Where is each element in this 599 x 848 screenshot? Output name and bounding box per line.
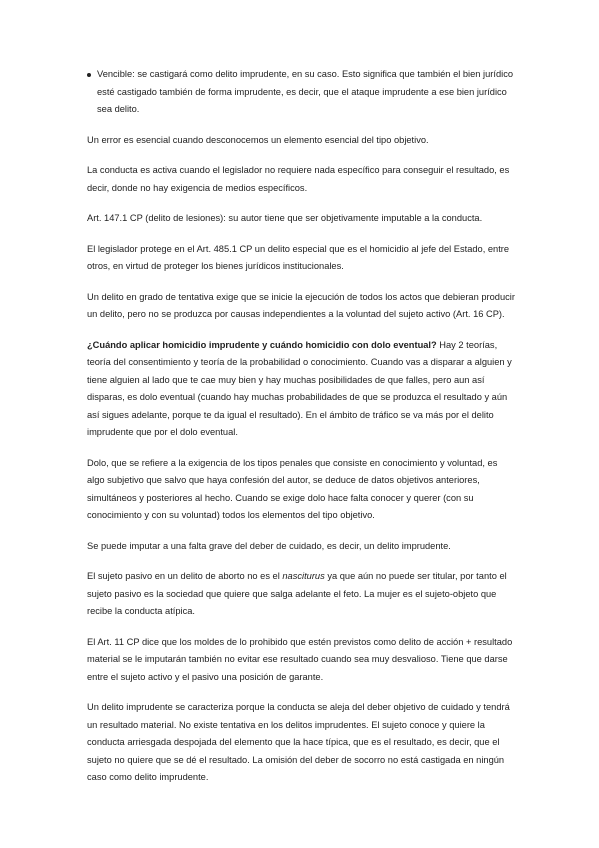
paragraph-aborto-text-a: El sujeto pasivo en un delito de aborto no es el [87,571,283,581]
paragraph-homicidio [87,337,517,442]
paragraph-tentativa: Un delito en grado de tentativa exige que se inicie la ejecución de todos los actos que debieran producir un delito, pero no se produzca por causas independientes a la voluntad del sujeto activo (Art. 16 CP). [87,291,515,319]
paragraph-conducta-activa: La conducta es activa cuando el legislador no requiere nada específico para conseguir el resultado, es decir, donde no hay exigencia de medios específicos. [87,165,510,193]
bullet-text: Vencible: se castigará como delito imprudente, en su caso. Esto significa que también el bien jurídico esté castigado también de forma imprudente, es decir, que el ataque imprudente a ese bien jurídico sea delito. [97,69,514,114]
nasciturus-term: nasciturus [282,571,325,581]
bullet-icon [87,73,91,77]
paragraph-aborto [87,568,517,621]
paragraph-homicidio-text: Hay 2 teorías, teoría del consentimiento y teoría de la probabilidad o conocimiento. Cuando vas a disparar a alguien y tiene alguien al lado que te cae muy bien y hay muchas posibilidades de que falles, pero aun así disparas, es dolo eventual (cuando hay muchas probabilidades de que se produzca el resultado y aún así sigues adelante, porque te da igual el resultado). En el ámbito de tráfico se va más por el delito imprudente que por el dolo eventual. [87,339,512,437]
paragraph-delito-imprudente: Un delito imprudente se caracteriza porque la conducta se aleja del deber objetivo de cuidado y tendrá un resultado material. No existe tentativa en los delitos imprudentes. El sujeto conoce y quiere la conducta arriesgada despojada del elemento que la hace típica, que es el resultado, es decir, que el sujeto no quiere que se dé el resultado. La omisión del deber de socorro no está castigada en ningún caso como delito imprudente. [87,702,510,782]
paragraph-art-485: El legislador protege en el Art. 485.1 CP un delito especial que es el homicidio al jefe del Estado, entre otros, en virtud de proteger los bienes jurídicos institucionales. [87,243,510,271]
paragraph-dolo: Dolo, que se refiere a la exigencia de los tipos penales que consiste en conocimiento y voluntad, es algo subjetivo que salvo que haya confesión del autor, se deduce de datos objetivos anteriores, simultáneos y posteriores al hecho. Cuando se exige dolo hace falta conocer y querer (con su conocimiento y con su voluntad) todos los elementos del tipo objetivo. [87,457,498,520]
question-heading: ¿Cuándo aplicar homicidio imprudente y cuándo homicidio con dolo eventual? [87,339,437,350]
paragraph-error-esencial: Un error es esencial cuando desconocemos un elemento esencial del tipo objetivo. [87,134,429,145]
paragraph-art-11: El Art. 11 CP dice que los moldes de lo prohibido que estén previstos como delito de acción + resultado material se le imputarán también no evitar ese resultado cuando sea muy desvalioso. Tiene que darse entre el sujeto activo y el pasivo una posición de garante. [87,636,513,682]
bullet-item [87,66,517,119]
document-body [87,66,517,800]
paragraph-falta-grave: Se puede imputar a una falta grave del deber de cuidado, es decir, un delito imprudente. [87,540,451,551]
paragraph-art-147: Art. 147.1 CP (delito de lesiones): su autor tiene que ser objetivamente imputable a la conducta. [87,213,483,223]
paragraph-aborto-text-b: ya que aún no puede ser titular, por tanto el sujeto pasivo es la sociedad que quiere que salga adelante el feto. La mujer es el sujeto-objeto que recibe la conducta atípica. [87,571,507,616]
